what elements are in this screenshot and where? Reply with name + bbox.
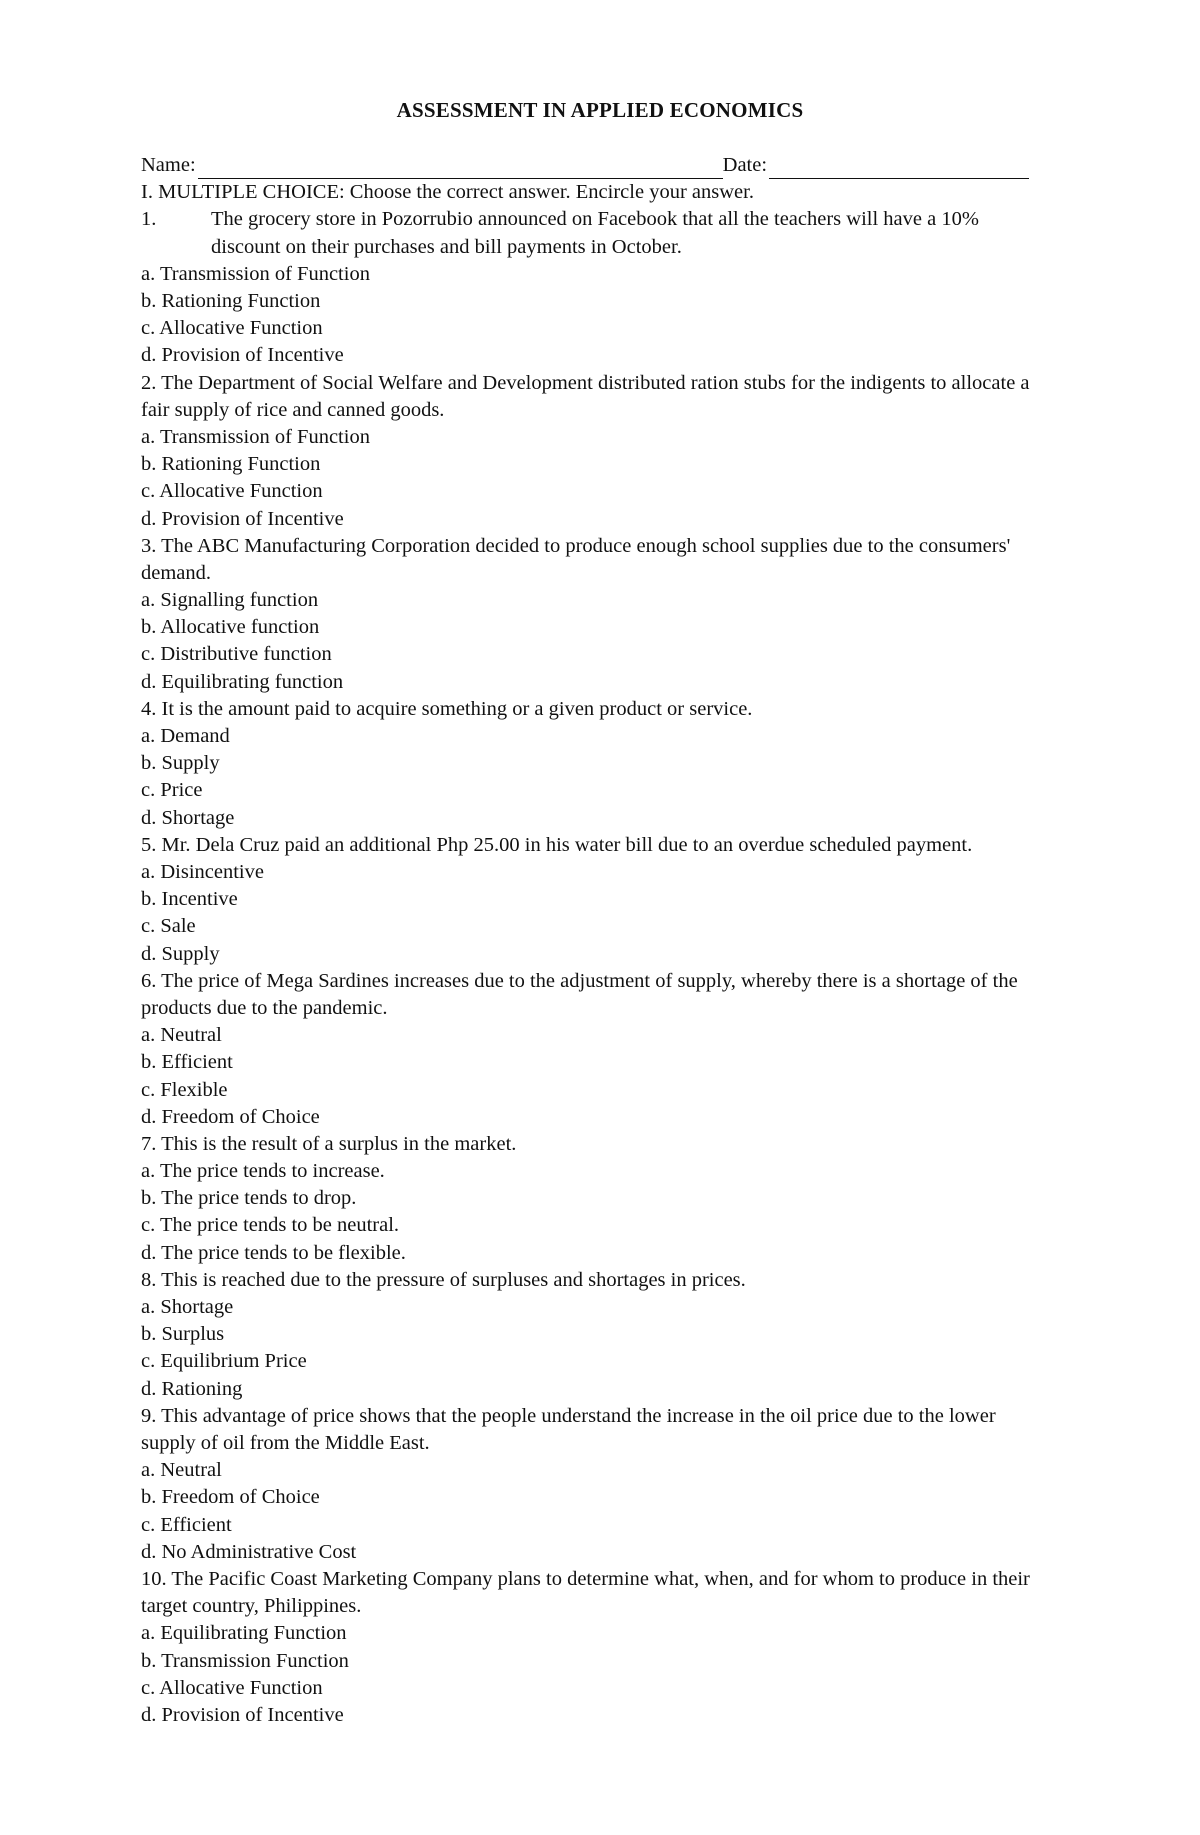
answer-choice: c. Equilibrium Price [141, 1350, 307, 1373]
answer-choice: c. Allocative Function [141, 1676, 323, 1699]
answer-choice: a. Neutral [141, 1024, 222, 1047]
answer-choice: b. Rationing Function [141, 289, 321, 312]
answer-choice: c. Allocative Function [141, 317, 323, 340]
answer-choice: a. Neutral [141, 1459, 222, 1482]
answer-choice: c. Allocative Function [141, 480, 323, 503]
question-text: 9. This advantage of price shows that the people understand the increase in the oil price due to the lower supply of oil from the Middle East. [141, 1404, 996, 1455]
answer-choice: b. Rationing Function [141, 453, 321, 476]
answer-choice: d. Rationing [141, 1377, 243, 1400]
answer-choice: d. The price tends to be flexible. [141, 1241, 406, 1264]
answer-choice: c. Price [141, 779, 203, 802]
question-text: 7. This is the result of a surplus in the market. [141, 1132, 517, 1155]
answer-choice: d. Provision of Incentive [141, 507, 344, 530]
answer-choice: a. Transmission of Function [141, 425, 370, 448]
name-label: Name: [141, 153, 196, 176]
answer-choice: d. Supply [141, 942, 220, 965]
answer-choice: d. Freedom of Choice [141, 1105, 320, 1128]
answer-choice: b. The price tends to drop. [141, 1187, 357, 1210]
answer-choice: a. Equilibrating Function [141, 1622, 347, 1645]
answer-choice: b. Efficient [141, 1051, 233, 1074]
answer-choice: a. Disincentive [141, 861, 264, 883]
answer-choice: b. Freedom of Choice [141, 1486, 320, 1509]
answer-choice: c. Efficient [141, 1513, 232, 1536]
question-text: 6. The price of Mega Sardines increases due to the adjustment of supply, whereby there is a shortage of the products due to the pandemic. [141, 969, 1018, 1019]
answer-choice: d. Provision of Incentive [141, 1703, 344, 1726]
document-body [141, 152, 1051, 1729]
answer-choice: b. Allocative function [141, 616, 320, 639]
answer-choice: d. Equilibrating function [141, 670, 344, 693]
question-number: 1. [141, 208, 157, 231]
date-blank-line [769, 158, 1029, 179]
answer-choice: d. Provision of Incentive [141, 344, 344, 367]
answer-choice: c. Distributive function [141, 643, 332, 666]
answer-choice: c. Flexible [141, 1078, 228, 1101]
answer-choice: b. Incentive [141, 888, 238, 911]
answer-choice: b. Surplus [141, 1323, 225, 1346]
answer-choice: a. Signalling function [141, 589, 319, 612]
question-text: 4. It is the amount paid to acquire something or a given product or service. [141, 697, 753, 720]
answer-choice: c. Sale [141, 915, 196, 938]
question-1 [141, 206, 1051, 260]
answer-choice: b. Transmission Function [141, 1649, 349, 1672]
answer-choice: d. Shortage [141, 806, 235, 829]
document-title: ASSESSMENT IN APPLIED ECONOMICS [396, 98, 804, 122]
answer-choice: d. No Administrative Cost [141, 1540, 357, 1563]
date-label: Date: [722, 153, 768, 176]
name-date-row [141, 152, 1051, 179]
answer-choice: b. Supply [141, 752, 220, 775]
question-text: 5. Mr. Dela Cruz paid an additional Php 25.00 in his water bill due to an overdue scheduled payment. [141, 833, 973, 856]
answer-choice: a. Demand [141, 725, 230, 748]
question-text: 3. The ABC Manufacturing Corporation decided to produce enough school supplies due to the consumers' demand. [141, 534, 1011, 584]
section-heading: I. MULTIPLE CHOICE: Choose the correct answer. Encircle your answer. [141, 181, 754, 204]
question-text: 10. The Pacific Coast Marketing Company plans to determine what, when, and for whom to produce in their target country, Philippines. [141, 1567, 1030, 1618]
answer-choice: a. Transmission of Function [141, 262, 370, 285]
question-text: The grocery store in Pozorrubio announced on Facebook that all the teachers will have a 10% discount on their purchases and bill payments in October. [211, 208, 979, 258]
name-blank-line [198, 158, 723, 179]
question-text: 2. The Department of Social Welfare and Development distributed ration stubs for the indigents to allocate a fair supply of rice and canned goods. [141, 371, 1030, 421]
answer-choice: c. The price tends to be neutral. [141, 1214, 400, 1237]
question-text: 8. This is reached due to the pressure of surpluses and shortages in prices. [141, 1268, 746, 1291]
answer-choice: a. The price tends to increase. [141, 1160, 385, 1183]
answer-choice: a. Shortage [141, 1296, 234, 1319]
